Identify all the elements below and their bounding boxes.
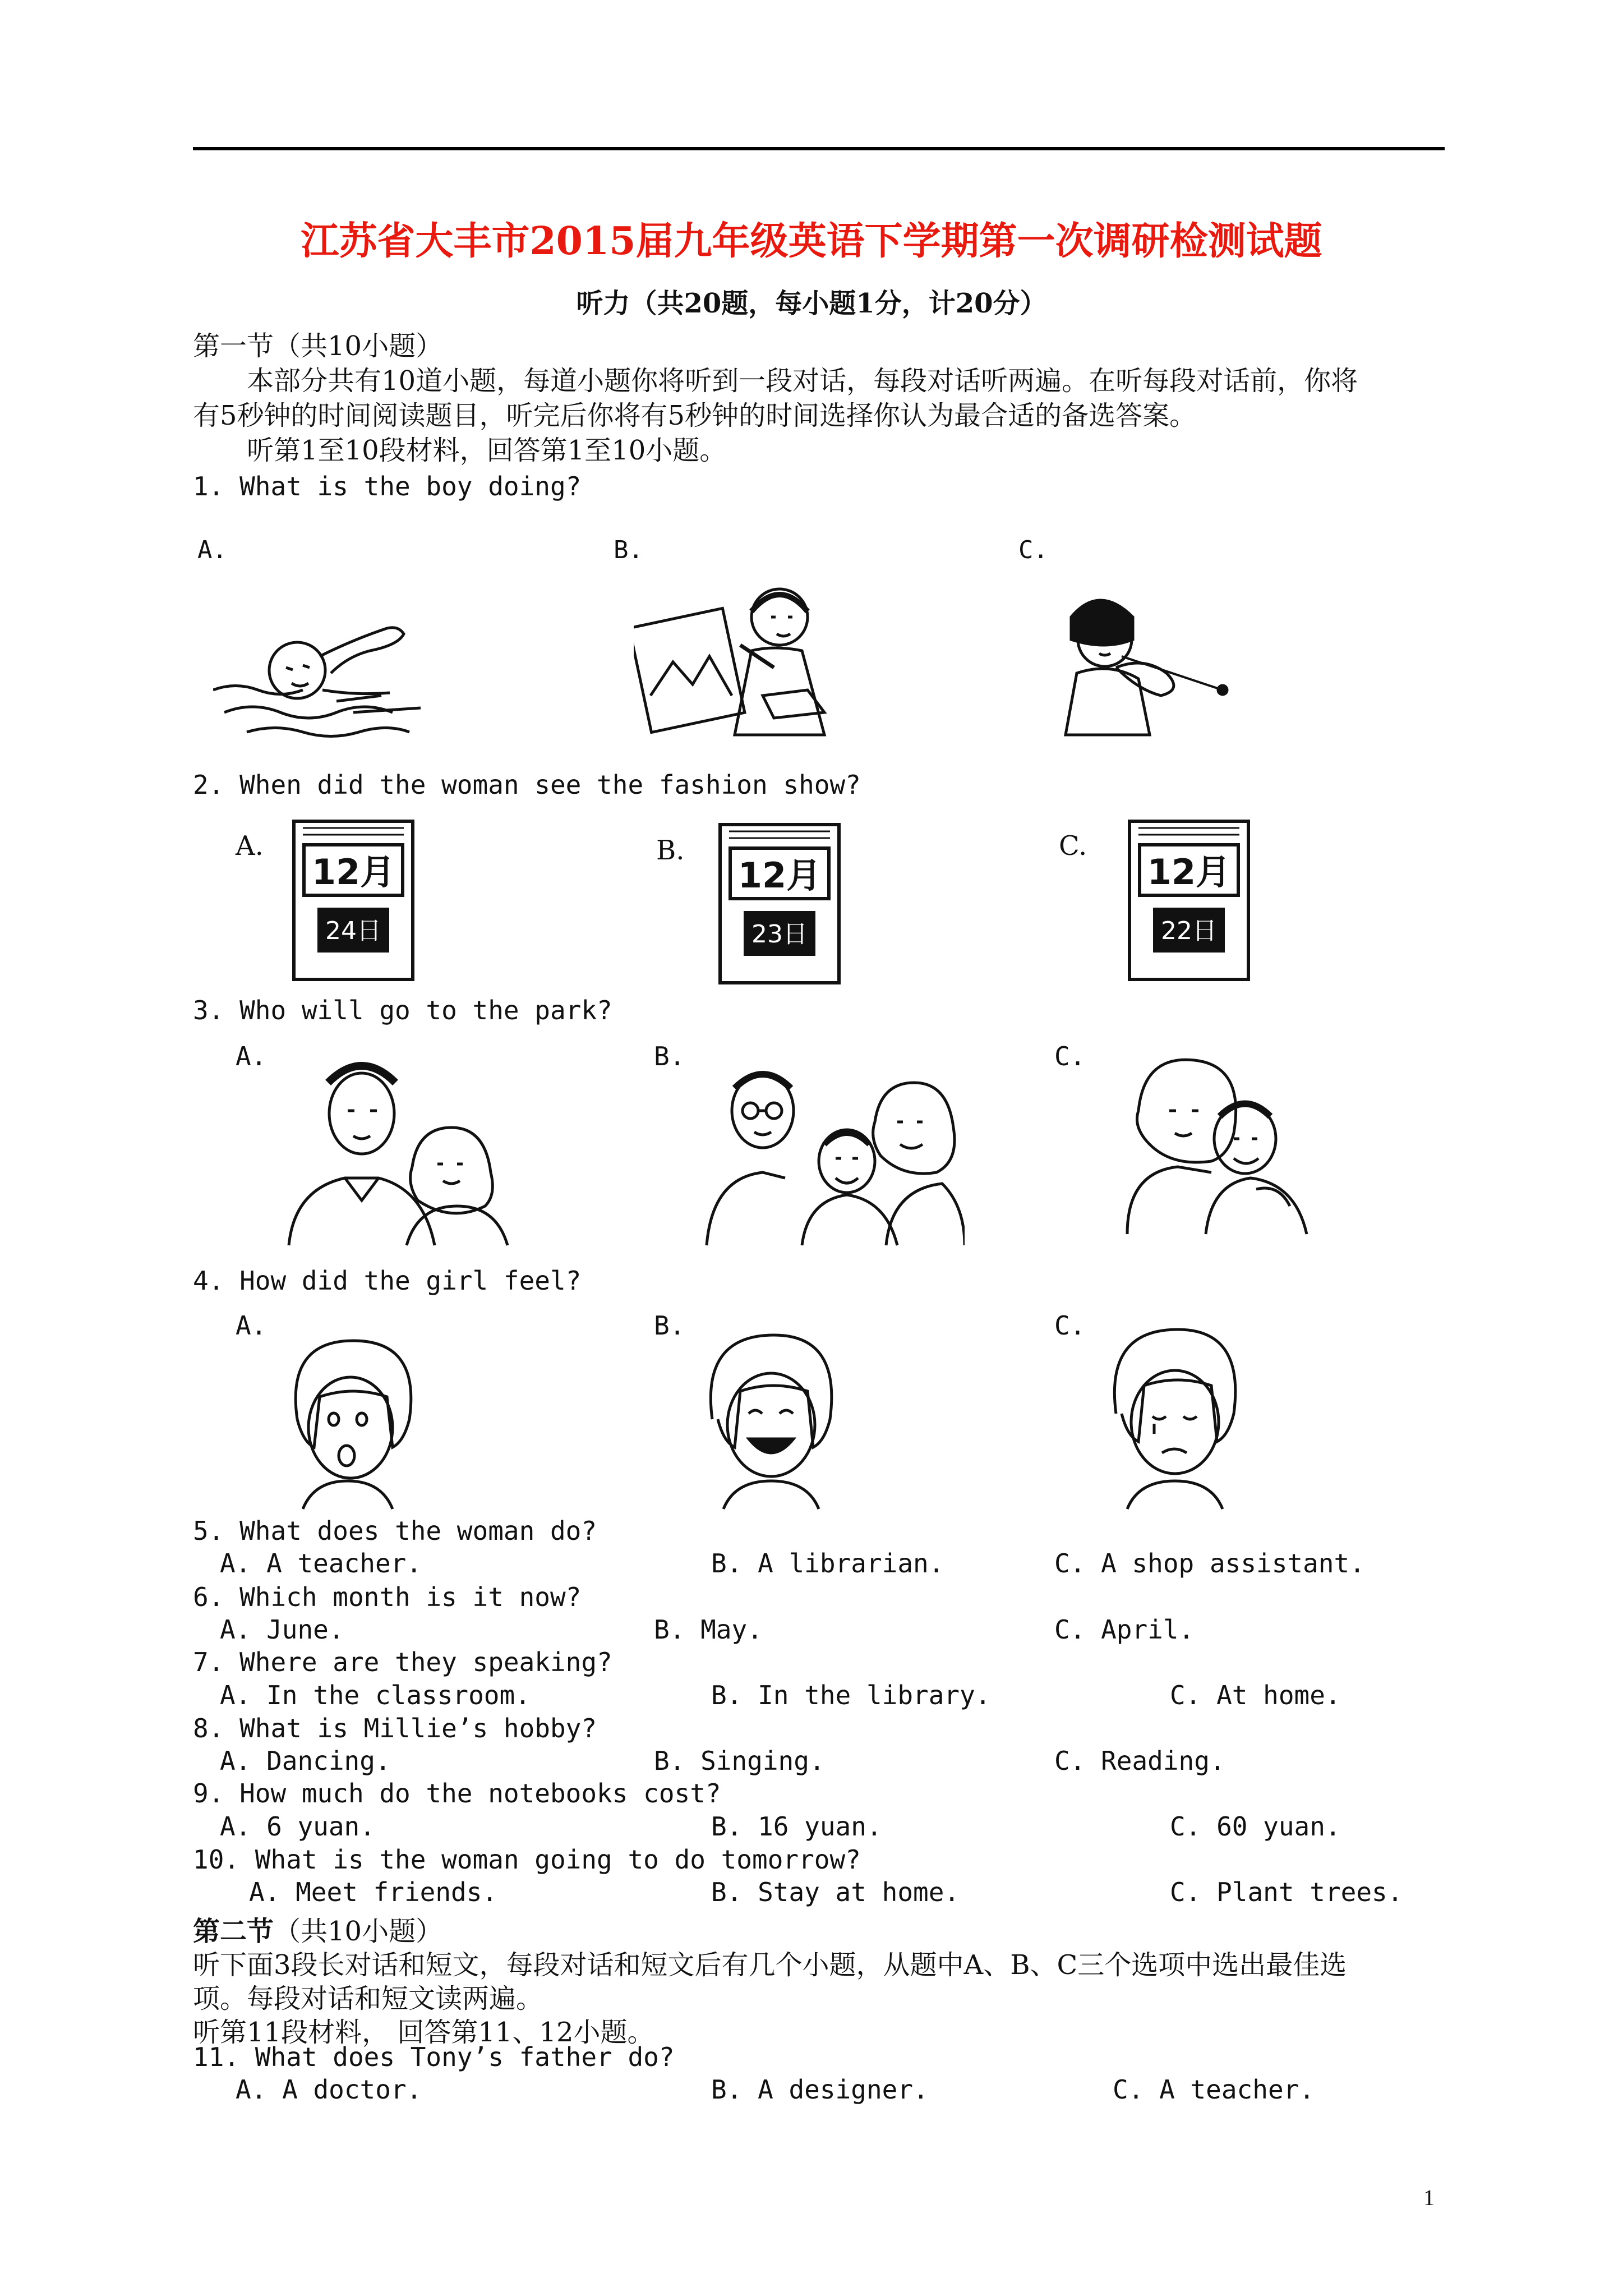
question-7: 7. Where are they speaking? (193, 1647, 612, 1677)
q2-option-a-label: A. (236, 830, 264, 862)
happy-girl-image (695, 1329, 852, 1515)
q11-option-c: C. A teacher. (1113, 2074, 1315, 2105)
q8-option-a: A. Dancing. (220, 1746, 391, 1776)
section2-intro-line2: 项。每段对话和短文读两遍。 (193, 1983, 543, 2014)
calendar-22-image (1127, 819, 1251, 982)
sad-girl-image (1099, 1324, 1256, 1515)
question-6: 6. Which month is it now? (193, 1582, 582, 1612)
q4-option-a-label: A. (236, 1310, 267, 1341)
q1-option-b-label: B. (614, 536, 643, 564)
section1-instruction: 听第1至10段材料，回答第1至10小题。 (247, 435, 727, 466)
question-10: 10. What is the woman going to do tomorrow? (193, 1844, 861, 1875)
calendar-24-month: 12月 (311, 852, 395, 892)
section1-heading: 第一节（共10小题） (193, 330, 443, 362)
surprised-girl-image (280, 1335, 426, 1515)
q7-option-b: B. In the library. (711, 1680, 991, 1710)
q1-option-c-label: C. (1018, 536, 1048, 564)
question-11: 11. What does Tony’s father do? (193, 2042, 675, 2072)
question-9: 9. How much do the notebooks cost? (193, 1778, 721, 1809)
q4-option-b-label: B. (654, 1310, 685, 1341)
question-4: 4. How did the girl feel? (193, 1266, 582, 1296)
calendar-24-day: 24日 (325, 917, 381, 945)
q5-option-b: B. A librarian. (711, 1548, 944, 1579)
page-title: 江苏省大丰市2015届九年级英语下学期第一次调研检测试题 (301, 219, 1322, 264)
violin-boy-image (1054, 583, 1279, 740)
q8-option-c: C. Reading. (1054, 1746, 1225, 1776)
q4-option-c-label: C. (1054, 1310, 1086, 1341)
calendar-23-day: 23日 (751, 920, 808, 949)
page-number: 1 (1423, 2185, 1435, 2210)
section-subtitle: 听力（共20题，每小题1分，计20分） (576, 288, 1047, 319)
q7-option-a: A. In the classroom. (220, 1680, 531, 1710)
q10-option-b: B. Stay at home. (711, 1877, 960, 1907)
q10-option-c: C. Plant trees. (1170, 1877, 1403, 1907)
calendar-23-month: 12月 (737, 855, 822, 896)
q2-option-b-label: B. (656, 835, 685, 866)
calendar-22-day: 22日 (1161, 917, 1217, 945)
question-3: 3. Who will go to the park? (193, 995, 612, 1025)
q6-option-c: C. April. (1054, 1614, 1195, 1645)
q3-option-c-label: C. (1054, 1041, 1086, 1071)
question-5: 5. What does the woman do? (193, 1516, 597, 1546)
painting-boy-image (634, 583, 858, 740)
q9-option-a: A. 6 yuan. (220, 1811, 375, 1842)
question-8: 8. What is Millie’s hobby? (193, 1713, 597, 1743)
section2-instruction: 听第11段材料， 回答第11、12小题。 (193, 2017, 654, 2048)
calendar-24-image (292, 819, 415, 982)
q3-option-a-label: A. (236, 1041, 267, 1071)
q11-option-a: A. A doctor. (236, 2074, 422, 2105)
swimming-boy-image (213, 617, 437, 746)
q7-option-c: C. At home. (1170, 1680, 1341, 1710)
q6-option-b: B. May. (654, 1614, 763, 1645)
q8-option-b: B. Singing. (654, 1746, 825, 1776)
woman-and-boy-image (1122, 1055, 1324, 1240)
section2-heading: 第二节（共10小题） (193, 1916, 443, 1947)
question-1: 1. What is the boy doing? (193, 471, 582, 501)
q9-option-b: B. 16 yuan. (711, 1811, 882, 1842)
section1-intro-line2: 有5秒钟的时间阅读题目，听完后你将有5秒钟的时间选择你认为最合适的备选答案。 (193, 400, 1197, 431)
section2-intro-line1: 听下面3段长对话和短文，每段对话和短文后有几个小题，从题中A、B、C三个选项中选出最佳选 (193, 1949, 1347, 1981)
q10-option-a: A. Meet friends. (249, 1877, 498, 1907)
q5-option-c: C. A shop assistant. (1054, 1548, 1365, 1579)
q5-option-a: A. A teacher. (220, 1548, 422, 1579)
calendar-22-month: 12月 (1147, 852, 1231, 892)
family-of-three-image (701, 1066, 965, 1251)
header-rule (193, 147, 1445, 150)
section1-intro-line1: 本部分共有10道小题，每道小题你将听到一段对话，每段对话听两遍。在听每段对话前，你将 (247, 365, 1358, 397)
man-and-girl-image (278, 1060, 519, 1251)
q2-option-c-label: C. (1059, 830, 1087, 862)
q6-option-a: A. June. (220, 1614, 344, 1645)
q3-option-b-label: B. (654, 1041, 685, 1071)
q1-option-a-label: A. (197, 536, 227, 564)
calendar-23-image (718, 822, 841, 985)
q11-option-b: B. A designer. (711, 2074, 929, 2105)
question-2: 2. When did the woman see the fashion show? (193, 770, 861, 800)
q9-option-c: C. 60 yuan. (1170, 1811, 1341, 1842)
